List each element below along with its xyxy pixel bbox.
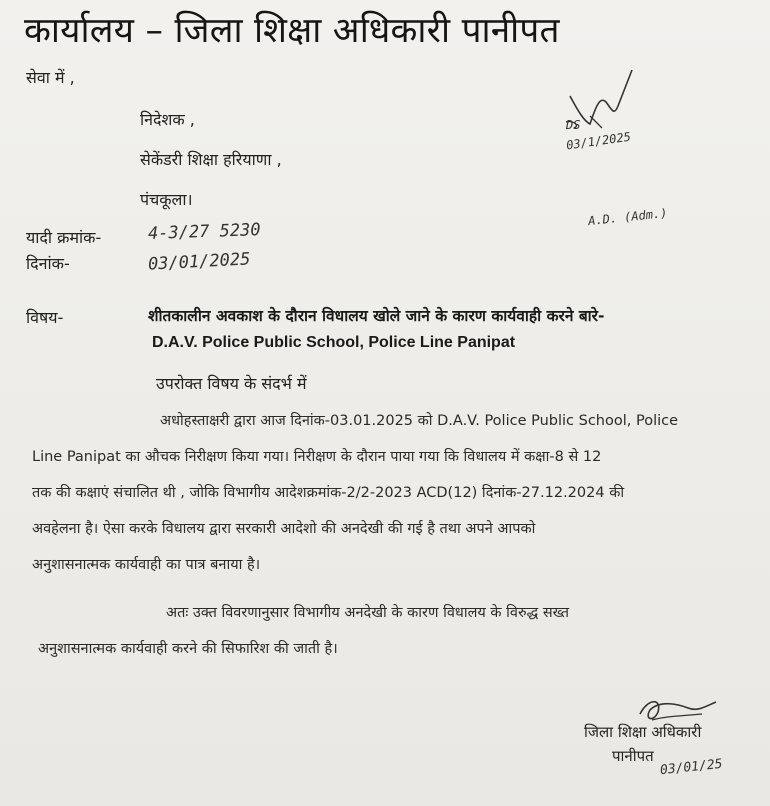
para1-line-1: अधोहस्ताक्षरी द्वारा आज दिनांक-03.01.2025 को D.A.V. Police Public School, Police bbox=[160, 413, 679, 429]
school-name: D.A.V. Police Public School, Police Line Panipat bbox=[152, 334, 516, 351]
para1-line-3: तक की कक्षाएं संचालित थी , जोकि विभागीय आदेशक्रमांक-2/2-2023 ACD(12) दिनांक-27.12.2024 की bbox=[32, 485, 625, 501]
initials-date: 03/1/2025 bbox=[565, 129, 632, 153]
recipient-line-1: निदेशक , bbox=[140, 110, 195, 129]
para2-line-1: अतः उक्त विवरणानुसार विभागीय अनदेखी के कारण विधालय के विरुद्ध सख्त bbox=[166, 605, 570, 621]
para1-line-2: Line Panipat का औचक निरीक्षण किया गया। निरीक्षण के दौरान पाया गया कि विधालय में कक्षा-8 से 12 bbox=[32, 449, 602, 465]
ref-number-label: यादी क्रमांक- bbox=[26, 228, 102, 247]
office-heading: कार्यालय – जिला शिक्षा अधिकारी पानीपत bbox=[24, 11, 560, 51]
para1-line-4: अवहेलना है। ऐसा करके विधालय द्वारा सरकारी आदेशो की अनदेखी की गई है तथा अपने आपको bbox=[32, 521, 536, 537]
para1-line-5: अनुशासनात्मक कार्यवाही का पात्र बनाया है। bbox=[32, 557, 261, 573]
subject-label: विषय- bbox=[26, 308, 64, 327]
initials-mark: DS bbox=[566, 118, 581, 132]
signatory-designation: जिला शिक्षा अधिकारी bbox=[584, 723, 702, 741]
body-intro: उपरोक्त विषय के संदर्भ में bbox=[156, 374, 307, 393]
ref-date-value: 03/01/2025 bbox=[147, 249, 251, 275]
ad-note: A.D. (Adm.) bbox=[587, 205, 668, 229]
signatory-place: पानीपत bbox=[612, 747, 654, 765]
recipient-line-3: पंचकूला। bbox=[140, 190, 193, 209]
para2-line-2: अनुशासनात्मक कार्यवाही करने की सिफारिश की जाती है। bbox=[38, 641, 338, 657]
signature-date: 03/01/25 bbox=[659, 756, 724, 779]
salutation-to: सेवा में , bbox=[26, 68, 75, 87]
subject-text: शीतकालीन अवकाश के दौरान विधालय खोले जाने के कारण कार्यवाही करने बारे- bbox=[148, 307, 605, 325]
ref-number-value: 4-3/27 5230 bbox=[147, 220, 261, 244]
ref-date-label: दिनांक- bbox=[26, 254, 70, 273]
recipient-line-2: सेकेंडरी शिक्षा हरियाणा , bbox=[140, 150, 282, 169]
